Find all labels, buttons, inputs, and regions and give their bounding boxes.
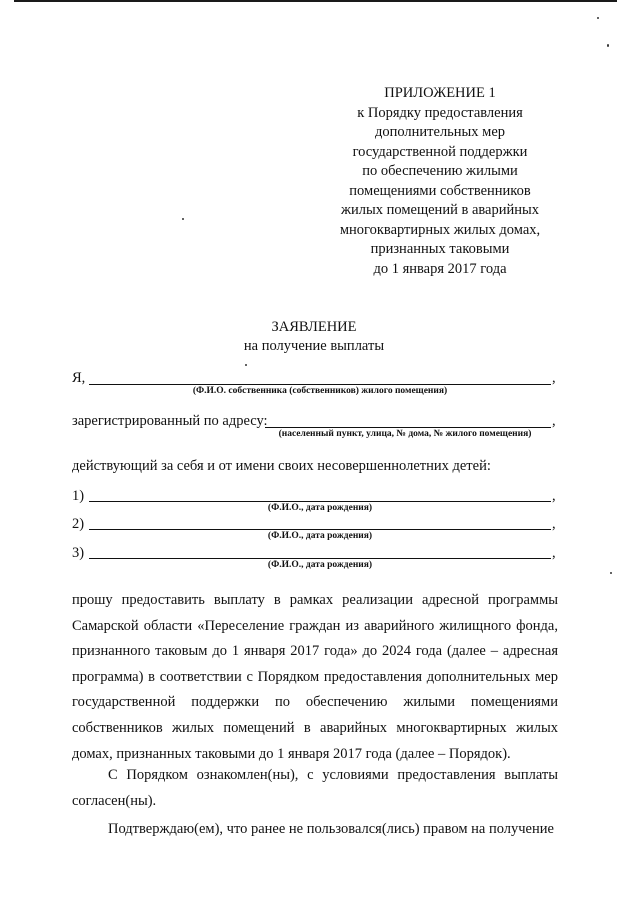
- address-label: зарегистрированный по адресу:: [72, 413, 268, 429]
- field-comma: ,: [552, 413, 556, 429]
- appendix-line: жилых помещений в аварийных: [340, 202, 539, 218]
- child-1-caption: (Ф.И.О., дата рождения): [267, 503, 373, 513]
- address-caption: (населенный пункт, улица, № дома, № жилого помещения): [278, 429, 532, 439]
- acting-text: действующий за себя и от имени своих несовершеннолетних детей:: [72, 458, 491, 474]
- appendix-line: многоквартирных жилых домах,: [339, 221, 541, 238]
- child-2-label: 2): [72, 516, 85, 532]
- scan-speck: [182, 218, 184, 220]
- appendix-line: по обеспечению жилыми: [362, 163, 518, 179]
- child-1-label: 1): [72, 488, 85, 504]
- applicant-label: Я,: [72, 370, 86, 386]
- field-comma: ,: [552, 516, 556, 532]
- appendix-line: дополнительных мер: [374, 124, 506, 140]
- document-title: [214, 318, 414, 356]
- appendix-line: к Порядку предоставления: [357, 104, 523, 121]
- appendix-header: [300, 84, 580, 279]
- field-comma: ,: [552, 488, 556, 504]
- address-field[interactable]: [265, 427, 551, 428]
- top-border-line: [14, 0, 617, 2]
- applicant-name-field[interactable]: [89, 384, 551, 385]
- child-2-caption: (Ф.И.О., дата рождения): [267, 531, 373, 541]
- child-3-field[interactable]: [89, 558, 551, 559]
- confirmation-paragraph: Подтверждаю(ем), что ранее не пользовался(лись) правом на получение: [108, 821, 554, 837]
- appendix-line: помещениями собственников: [349, 182, 531, 199]
- title-subheading: на получение выплаты: [243, 338, 385, 354]
- child-1-field[interactable]: [89, 501, 551, 502]
- child-3-caption: (Ф.И.О., дата рождения): [267, 560, 373, 570]
- appendix-line: до 1 января 2017 года: [373, 260, 507, 277]
- appendix-line: государственной поддержки: [352, 143, 528, 160]
- applicant-caption: (Ф.И.О. собственника (собственников) жилого помещения): [192, 386, 448, 396]
- scan-speck: [245, 364, 247, 366]
- acknowledgement-paragraph: С Порядком ознакомлен(ны), с условиями предоставления выплаты согласен(ны).: [72, 767, 558, 809]
- field-comma: ,: [552, 545, 556, 561]
- appendix-line: ПРИЛОЖЕНИЕ 1: [384, 85, 496, 101]
- title-heading: ЗАЯВЛЕНИЕ: [271, 319, 357, 335]
- scan-speck: [597, 17, 599, 19]
- scan-speck: [610, 572, 612, 574]
- field-comma: ,: [552, 370, 556, 386]
- appendix-line: признанных таковыми: [370, 241, 510, 257]
- request-paragraph: прошу предоставить выплату в рамках реализации адресной программы Самарской области «Переселение граждан из аварийного жилищного фонда, признанного таковым до 1 января 2017 года» до 2024 года (далее – адресная программа) в соответствии с Порядком предоставления дополнительных мер государственной поддержки по обеспечению жилыми помещениями собственников жилых помещений в аварийных многоквартирных жилых домах, признанных таковыми до 1 января 2017 года (далее – Порядок).: [72, 592, 558, 762]
- child-2-field[interactable]: [89, 529, 551, 530]
- child-3-label: 3): [72, 545, 85, 561]
- scan-speck: [607, 44, 609, 47]
